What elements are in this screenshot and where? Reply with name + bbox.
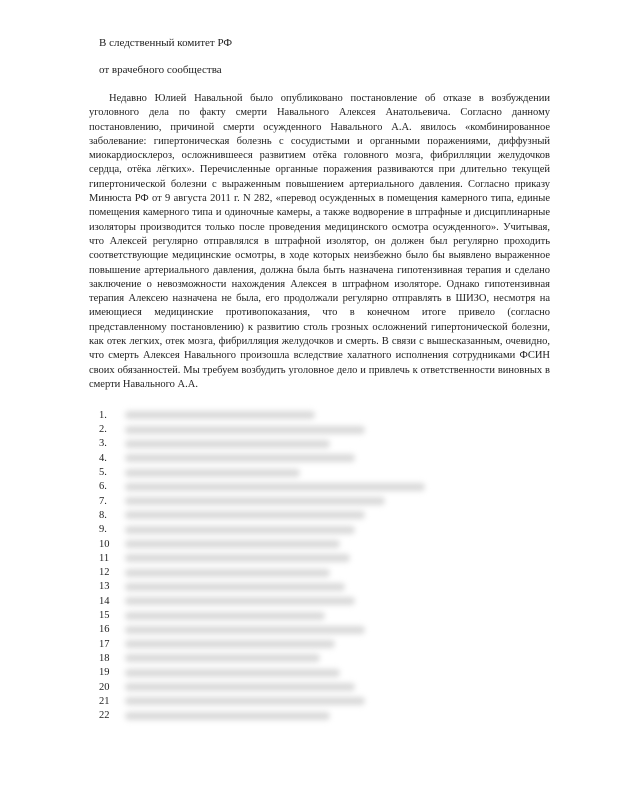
signatory-row bbox=[89, 437, 550, 451]
signatory-number: 10 bbox=[99, 538, 110, 550]
signatory-row bbox=[89, 566, 550, 580]
signatory-number: 19 bbox=[99, 667, 110, 679]
signatory-name-redacted bbox=[125, 712, 330, 720]
signatory-row bbox=[89, 708, 550, 722]
signatory-name-redacted bbox=[125, 483, 425, 491]
signatory-number: 21 bbox=[99, 695, 110, 707]
signatory-number: 6. bbox=[99, 481, 107, 493]
signatory-name-redacted bbox=[125, 497, 385, 505]
signatory-name-redacted bbox=[125, 683, 355, 691]
signatory-name-redacted bbox=[125, 597, 355, 605]
signatory-row bbox=[89, 508, 550, 522]
signatory-name-redacted bbox=[125, 626, 365, 634]
signatory-row bbox=[89, 465, 550, 479]
signatory-name-redacted bbox=[125, 426, 365, 434]
signatory-number: 12 bbox=[99, 567, 110, 579]
signatory-number: 4. bbox=[99, 452, 107, 464]
signatory-name-redacted bbox=[125, 526, 355, 534]
signatory-number: 18 bbox=[99, 652, 110, 664]
signatory-row bbox=[89, 608, 550, 622]
signatory-number: 22 bbox=[99, 710, 110, 722]
signatory-name-redacted bbox=[125, 654, 320, 662]
signatory-list bbox=[89, 408, 550, 723]
signatory-name-redacted bbox=[125, 511, 365, 519]
signatory-row bbox=[89, 623, 550, 637]
signatory-row bbox=[89, 408, 550, 422]
signatory-row bbox=[89, 666, 550, 680]
signatory-name-redacted bbox=[125, 540, 340, 548]
signatory-name-redacted bbox=[125, 569, 330, 577]
sender-line: от врачебного сообщества bbox=[99, 64, 222, 76]
signatory-row bbox=[89, 423, 550, 437]
signatory-row bbox=[89, 451, 550, 465]
signatory-number: 3. bbox=[99, 438, 107, 450]
signatory-name-redacted bbox=[125, 454, 355, 462]
letter-body: Недавно Юлией Навальной было опубликовано постановление об отказе в возбуждении уголовного дела по факту смерти Навального Алексея Анатольевича. Согласно данному постановлению, причиной смерти осужденного Навального А.А. явилось «комбинированное заболевание: гипертоническая болезнь с сосудистыми и органными поражениями, диффузный миокардиосклероз, осложнившееся развитием отёка головного мозга, фибрилляции желудочков сердца, отёка лёгких». Перечисленные органные поражения развиваются при длительно текущей гипертонической болезни с выраженным повышением артериального давления. Согласно приказу Минюста РФ от 9 августа 2011 г. N 282, «перевод осужденных в помещения камерного типа, единые помещения камерного типа и одиночные камеры, а также водворение в штрафные и дисциплинарные изоляторы производится только после проведения медицинского осмотра осужденного». Учитывая, что Алексей регулярно отправлялся в штрафной изолятор, он должен был регулярно проходить соответствующие медицинские осмотры, в ходе которых неизбежно было бы выявлено выраженное повышение артериального давления, должна была быть назначена гипотензивная терапия и сделано заключение о невозможности нахождения Алексея в штрафном изоляторе. Однако гипотензивная терапия Алексею назначена не была, его продолжали регулярно отправлять в ШИЗО, несмотря на имеющиеся медицинские противопоказания, что в конечном итоге привело (согласно представленному постановлению) к развитию столь грозных осложнений гипертонической болезни, как отек легких, отек мозга, фибрилляция желудочков и смерть. В связи с вышесказанным, очевидно, что смерть Алексея Навального произошла вследствие халатного исполнения сотрудниками ФСИН своих обязанностей. Мы требуем возбудить уголовное дело и привлечь к ответственности виновных в смерти Навального А.А. bbox=[89, 93, 550, 390]
signatory-row bbox=[89, 651, 550, 665]
signatory-number: 2. bbox=[99, 424, 107, 436]
signatory-row bbox=[89, 680, 550, 694]
signatory-number: 13 bbox=[99, 581, 110, 593]
signatory-number: 7. bbox=[99, 495, 107, 507]
signatory-row bbox=[89, 637, 550, 651]
signatory-name-redacted bbox=[125, 612, 325, 620]
signatory-row bbox=[89, 594, 550, 608]
signatory-number: 17 bbox=[99, 638, 110, 650]
signatory-name-redacted bbox=[125, 640, 335, 648]
signatory-row bbox=[89, 694, 550, 708]
signatory-number: 5. bbox=[99, 467, 107, 479]
signatory-row bbox=[89, 537, 550, 551]
signatory-name-redacted bbox=[125, 440, 330, 448]
signatory-row bbox=[89, 523, 550, 537]
signatory-number: 9. bbox=[99, 524, 107, 536]
signatory-number: 8. bbox=[99, 509, 107, 521]
signatory-name-redacted bbox=[125, 554, 350, 562]
signatory-name-redacted bbox=[125, 697, 365, 705]
signatory-row bbox=[89, 551, 550, 565]
signatory-number: 11 bbox=[99, 552, 110, 564]
signatory-number: 16 bbox=[99, 624, 110, 636]
signatory-row bbox=[89, 494, 550, 508]
signatory-name-redacted bbox=[125, 469, 300, 477]
signatory-name-redacted bbox=[125, 669, 340, 677]
addressee-line: В следственный комитет РФ bbox=[99, 37, 233, 49]
signatory-row bbox=[89, 580, 550, 594]
signatory-number: 15 bbox=[99, 610, 110, 622]
signatory-number: 20 bbox=[99, 681, 110, 693]
signatory-name-redacted bbox=[125, 411, 315, 419]
signatory-number: 14 bbox=[99, 595, 110, 607]
signatory-name-redacted bbox=[125, 583, 345, 591]
signatory-row bbox=[89, 480, 550, 494]
signatory-number: 1. bbox=[99, 409, 107, 421]
